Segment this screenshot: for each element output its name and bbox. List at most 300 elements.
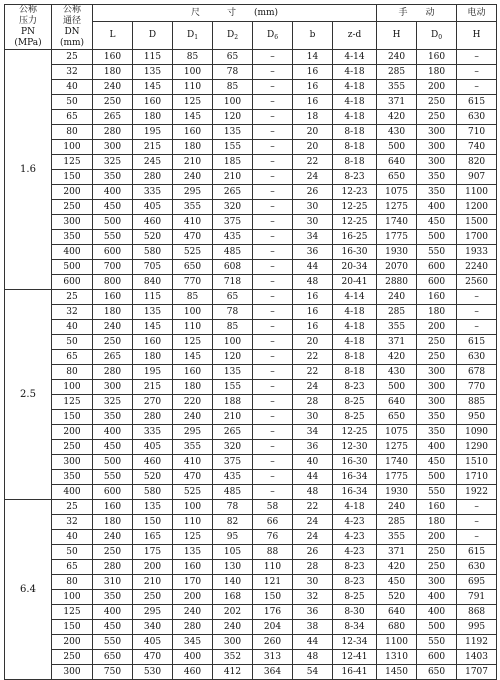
table-cell: 22 (293, 500, 333, 515)
table-cell: 615 (457, 335, 497, 350)
table-cell: 16-30 (333, 455, 377, 470)
table-cell: 12-25 (333, 425, 377, 440)
table-cell: 500 (417, 230, 457, 245)
table-cell: – (253, 365, 293, 380)
table-cell: 8-18 (333, 125, 377, 140)
table-cell: 530 (133, 665, 173, 680)
table-cell: 355 (377, 320, 417, 335)
table-cell: 791 (457, 590, 497, 605)
col-header-D6: $D_6$ (253, 22, 293, 50)
table-row (5, 410, 497, 425)
table-cell: 300 (52, 215, 93, 230)
table-cell: 220 (173, 395, 213, 410)
table-cell: – (457, 530, 497, 545)
table-cell: 350 (52, 230, 93, 245)
col-header-D2: $D_2$ (213, 22, 253, 50)
col-header-H-electric: H (457, 22, 497, 50)
table-cell: 8-23 (333, 575, 377, 590)
table-cell: 400 (93, 185, 133, 200)
table-cell: 412 (213, 665, 253, 680)
table-cell: 160 (173, 125, 213, 140)
table-cell: 78 (213, 500, 253, 515)
table-cell: 300 (93, 140, 133, 155)
table-cell: 300 (52, 665, 93, 680)
table-cell: 250 (93, 95, 133, 110)
table-cell: 50 (52, 545, 93, 560)
table-cell: 30 (293, 410, 333, 425)
table-cell: 165 (133, 530, 173, 545)
table-cell: – (253, 230, 293, 245)
table-cell: – (253, 410, 293, 425)
table-cell: 188 (213, 395, 253, 410)
table-cell: 20 (293, 140, 333, 155)
table-cell: 4-18 (333, 320, 377, 335)
table-cell: 160 (133, 335, 173, 350)
table-cell: 110 (173, 80, 213, 95)
table-cell: 500 (417, 470, 457, 485)
table-cell: 350 (93, 410, 133, 425)
table-cell: 750 (93, 665, 133, 680)
table-cell: 280 (133, 170, 173, 185)
table-cell: 250 (417, 335, 457, 350)
table-cell: – (457, 80, 497, 95)
table-cell: 16 (293, 80, 333, 95)
table-cell: 640 (377, 395, 417, 410)
table-cell: 600 (93, 485, 133, 500)
table-cell: 16 (293, 65, 333, 80)
table-cell: 110 (173, 320, 213, 335)
table-cell: 210 (213, 410, 253, 425)
table-cell: – (253, 245, 293, 260)
dn-header: 公称 通径 DN (mm) (52, 5, 93, 50)
table-cell: 500 (93, 215, 133, 230)
table-cell: 150 (253, 590, 293, 605)
table-cell: – (457, 500, 497, 515)
table-row (5, 110, 497, 125)
table-cell: 110 (173, 515, 213, 530)
table-cell: 1075 (377, 425, 417, 440)
table-cell: 420 (377, 350, 417, 365)
table-cell: 280 (93, 365, 133, 380)
table-cell: 525 (173, 245, 213, 260)
table-cell: 285 (377, 515, 417, 530)
table-cell: 4-23 (333, 530, 377, 545)
table-cell: 250 (417, 545, 457, 560)
table-cell: 1707 (457, 665, 497, 680)
table-cell: 20 (293, 125, 333, 140)
table-cell: 40 (52, 320, 93, 335)
table-cell: 600 (52, 275, 93, 290)
table-cell: 85 (213, 80, 253, 95)
table-cell: 345 (173, 635, 213, 650)
table-cell: 145 (173, 110, 213, 125)
table-cell: 185 (213, 155, 253, 170)
table-cell: 65 (52, 110, 93, 125)
header-row-1 (5, 5, 497, 22)
table-cell: 1275 (377, 200, 417, 215)
pn-header: 公称 压力 PN (MPa) (5, 5, 52, 50)
table-cell: 20 (293, 335, 333, 350)
table-cell: 550 (93, 470, 133, 485)
table-cell: 150 (133, 515, 173, 530)
table-cell: 630 (457, 560, 497, 575)
table-cell: 580 (133, 485, 173, 500)
table-cell: 355 (173, 200, 213, 215)
table-cell: – (457, 50, 497, 65)
table-cell: 20-34 (333, 260, 377, 275)
table-cell: 195 (133, 365, 173, 380)
table-row (5, 545, 497, 560)
table-cell: 2070 (377, 260, 417, 275)
table-cell: 240 (173, 410, 213, 425)
col-header-b: b (293, 22, 333, 50)
table-cell: 1740 (377, 215, 417, 230)
table-cell: 80 (52, 575, 93, 590)
table-cell: 678 (457, 365, 497, 380)
spec-table-container (4, 4, 496, 680)
table-cell: 680 (377, 620, 417, 635)
table-cell: 24 (293, 515, 333, 530)
table-cell: 215 (133, 380, 173, 395)
table-cell: 16 (293, 290, 333, 305)
manual-group-header: 手 动 (377, 5, 457, 22)
table-cell: – (253, 350, 293, 365)
table-cell: 195 (133, 125, 173, 140)
table-cell: 580 (133, 245, 173, 260)
table-cell: 350 (93, 170, 133, 185)
table-cell: 12-41 (333, 650, 377, 665)
table-cell: 250 (417, 95, 457, 110)
table-cell: 500 (377, 380, 417, 395)
table-cell: 4-14 (333, 290, 377, 305)
table-cell: 155 (213, 380, 253, 395)
table-cell: 1700 (457, 230, 497, 245)
table-cell: 8-25 (333, 395, 377, 410)
table-cell: 160 (417, 290, 457, 305)
table-cell: 65 (52, 350, 93, 365)
table-cell: 400 (173, 650, 213, 665)
table-cell: 450 (417, 455, 457, 470)
table-cell: 405 (133, 635, 173, 650)
table-cell: 80 (52, 125, 93, 140)
table-cell: 200 (133, 560, 173, 575)
table-cell: 4-14 (333, 50, 377, 65)
table-cell: 405 (133, 200, 173, 215)
table-cell: 240 (173, 605, 213, 620)
table-row (5, 155, 497, 170)
table-cell: 32 (52, 305, 93, 320)
table-cell: 265 (93, 110, 133, 125)
table-row (5, 275, 497, 290)
table-cell: 650 (377, 170, 417, 185)
table-cell: 550 (93, 635, 133, 650)
table-cell: 50 (52, 95, 93, 110)
table-row (5, 530, 497, 545)
table-cell: 350 (417, 185, 457, 200)
table-row (5, 605, 497, 620)
table-cell: 140 (213, 575, 253, 590)
table-cell: 160 (417, 500, 457, 515)
table-cell: 630 (457, 350, 497, 365)
table-row (5, 260, 497, 275)
table-cell: 180 (173, 380, 213, 395)
col-header-D0: $D_0$ (417, 22, 457, 50)
table-cell: 100 (52, 380, 93, 395)
table-cell: 400 (93, 605, 133, 620)
table-cell: 400 (417, 200, 457, 215)
table-cell: 520 (133, 470, 173, 485)
table-cell: 470 (133, 650, 173, 665)
table-cell: 95 (213, 530, 253, 545)
table-cell: – (253, 455, 293, 470)
table-cell: 500 (93, 455, 133, 470)
table-cell: 22 (293, 365, 333, 380)
table-cell: 525 (173, 485, 213, 500)
table-cell: 450 (93, 200, 133, 215)
table-cell: 65 (213, 50, 253, 65)
table-cell: – (253, 65, 293, 80)
table-cell: 78 (213, 305, 253, 320)
table-row (5, 425, 497, 440)
table-cell: 24 (293, 530, 333, 545)
table-cell: 105 (213, 545, 253, 560)
table-cell: 100 (213, 335, 253, 350)
table-cell: 4-23 (333, 545, 377, 560)
table-cell: 28 (293, 395, 333, 410)
table-cell: – (253, 485, 293, 500)
table-cell: 240 (93, 80, 133, 95)
table-cell: 240 (377, 500, 417, 515)
table-cell: 200 (52, 425, 93, 440)
table-cell: 40 (52, 80, 93, 95)
table-cell: 550 (417, 245, 457, 260)
table-cell: 1775 (377, 470, 417, 485)
table-cell: 371 (377, 95, 417, 110)
table-cell: 4-18 (333, 80, 377, 95)
table-cell: 25 (52, 50, 93, 65)
table-row (5, 500, 497, 515)
table-cell: 82 (213, 515, 253, 530)
table-cell: 180 (417, 65, 457, 80)
table-row (5, 470, 497, 485)
table-cell: 550 (93, 230, 133, 245)
table-cell: 18 (293, 110, 333, 125)
table-cell: 520 (377, 590, 417, 605)
table-cell: 650 (377, 410, 417, 425)
table-cell: 30 (293, 215, 333, 230)
table-cell: 608 (213, 260, 253, 275)
table-cell: 260 (253, 635, 293, 650)
table-cell: 200 (52, 185, 93, 200)
table-row (5, 575, 497, 590)
table-row (5, 185, 497, 200)
table-cell: 4-23 (333, 515, 377, 530)
table-cell: 88 (253, 545, 293, 560)
table-cell: 115 (133, 50, 173, 65)
table-cell: 40 (52, 530, 93, 545)
table-cell: 1933 (457, 245, 497, 260)
table-cell: 160 (173, 365, 213, 380)
table-cell: 300 (417, 140, 457, 155)
table-cell: 280 (93, 560, 133, 575)
table-row (5, 350, 497, 365)
table-cell: – (253, 170, 293, 185)
table-cell: 160 (133, 95, 173, 110)
table-cell: 32 (52, 515, 93, 530)
table-cell: – (253, 320, 293, 335)
table-cell: 16-34 (333, 485, 377, 500)
table-cell: 180 (133, 110, 173, 125)
table-cell: 160 (173, 560, 213, 575)
table-cell: 1290 (457, 440, 497, 455)
table-cell: 210 (213, 170, 253, 185)
table-cell: 650 (173, 260, 213, 275)
table-cell: 34 (293, 230, 333, 245)
table-cell: 8-34 (333, 620, 377, 635)
table-cell: 355 (377, 530, 417, 545)
table-cell: 8-23 (333, 560, 377, 575)
table-cell: 121 (253, 575, 293, 590)
table-cell: 135 (213, 125, 253, 140)
table-cell: – (253, 275, 293, 290)
table-cell: 135 (133, 305, 173, 320)
table-cell: 200 (52, 635, 93, 650)
table-cell: 1100 (377, 635, 417, 650)
table-cell: 2560 (457, 275, 497, 290)
table-cell: 600 (93, 245, 133, 260)
table-cell: 300 (417, 155, 457, 170)
table-cell: 700 (93, 260, 133, 275)
table-cell: 100 (213, 95, 253, 110)
table-cell: 1930 (377, 245, 417, 260)
table-cell: 24 (293, 170, 333, 185)
table-cell: 36 (293, 245, 333, 260)
table-cell: 718 (213, 275, 253, 290)
table-cell: 16-25 (333, 230, 377, 245)
table-row (5, 215, 497, 230)
table-cell: 135 (133, 65, 173, 80)
table-cell: 470 (173, 230, 213, 245)
table-cell: 145 (173, 350, 213, 365)
table-cell: 58 (253, 500, 293, 515)
table-cell: 350 (417, 425, 457, 440)
table-cell: 335 (133, 185, 173, 200)
table-cell: 295 (173, 185, 213, 200)
table-cell: 160 (93, 290, 133, 305)
table-cell: 180 (133, 350, 173, 365)
table-cell: 32 (293, 590, 333, 605)
table-cell: 125 (52, 155, 93, 170)
table-cell: 16 (293, 320, 333, 335)
table-cell: 550 (417, 485, 457, 500)
table-cell: 12-25 (333, 215, 377, 230)
table-cell: 1100 (457, 185, 497, 200)
table-cell: 320 (213, 440, 253, 455)
table-cell: 550 (417, 635, 457, 650)
table-cell: 1450 (377, 665, 417, 680)
table-cell: 65 (52, 560, 93, 575)
table-cell: – (253, 305, 293, 320)
table-cell: 250 (52, 440, 93, 455)
table-cell: – (253, 140, 293, 155)
table-cell: 325 (93, 395, 133, 410)
table-cell: 85 (213, 320, 253, 335)
table-cell: 150 (52, 170, 93, 185)
table-row (5, 560, 497, 575)
table-cell: 820 (457, 155, 497, 170)
table-cell: 125 (173, 530, 213, 545)
table-cell: – (457, 65, 497, 80)
table-cell: 36 (293, 605, 333, 620)
table-cell: 155 (213, 140, 253, 155)
table-cell: 705 (133, 260, 173, 275)
table-cell: 4-18 (333, 305, 377, 320)
table-cell: 450 (93, 440, 133, 455)
table-row (5, 50, 497, 65)
table-cell: 250 (417, 110, 457, 125)
table-cell: 215 (133, 140, 173, 155)
table-cell: 40 (293, 455, 333, 470)
col-header-H-manual: H (377, 22, 417, 50)
table-row (5, 125, 497, 140)
table-cell: 250 (93, 335, 133, 350)
table-cell: 36 (293, 440, 333, 455)
table-cell: 44 (293, 260, 333, 275)
table-cell: 300 (93, 380, 133, 395)
col-header-zd: z-d (333, 22, 377, 50)
table-cell: 100 (173, 65, 213, 80)
table-cell: – (253, 290, 293, 305)
table-cell: 240 (93, 530, 133, 545)
table-cell: 78 (213, 65, 253, 80)
table-cell: 770 (173, 275, 213, 290)
table-cell: 180 (417, 515, 457, 530)
table-cell: 30 (293, 575, 333, 590)
table-cell: 285 (377, 305, 417, 320)
table-cell: 180 (93, 305, 133, 320)
table-cell: 710 (457, 125, 497, 140)
table-cell: 150 (52, 410, 93, 425)
table-cell: 16 (293, 305, 333, 320)
table-cell: 405 (133, 440, 173, 455)
table-cell: 1922 (457, 485, 497, 500)
table-row (5, 440, 497, 455)
table-cell: 22 (293, 350, 333, 365)
col-header-D1: $D_1$ (173, 22, 213, 50)
table-cell: 300 (417, 125, 457, 140)
table-cell: 125 (173, 95, 213, 110)
table-cell: 400 (417, 605, 457, 620)
table-cell: 50 (52, 335, 93, 350)
table-cell: 1775 (377, 230, 417, 245)
table-cell: 800 (93, 275, 133, 290)
table-cell: 48 (293, 275, 333, 290)
table-body (5, 50, 497, 680)
table-cell: 265 (213, 425, 253, 440)
table-cell: 12-34 (333, 635, 377, 650)
table-cell: 240 (173, 170, 213, 185)
table-cell: 435 (213, 470, 253, 485)
table-cell: 485 (213, 245, 253, 260)
table-cell: – (457, 515, 497, 530)
table-cell: 16-30 (333, 245, 377, 260)
table-cell: 180 (93, 65, 133, 80)
table-cell: 80 (52, 365, 93, 380)
table-cell: 100 (52, 140, 93, 155)
table-cell: 400 (52, 245, 93, 260)
table-row (5, 95, 497, 110)
table-cell: 400 (417, 440, 457, 455)
